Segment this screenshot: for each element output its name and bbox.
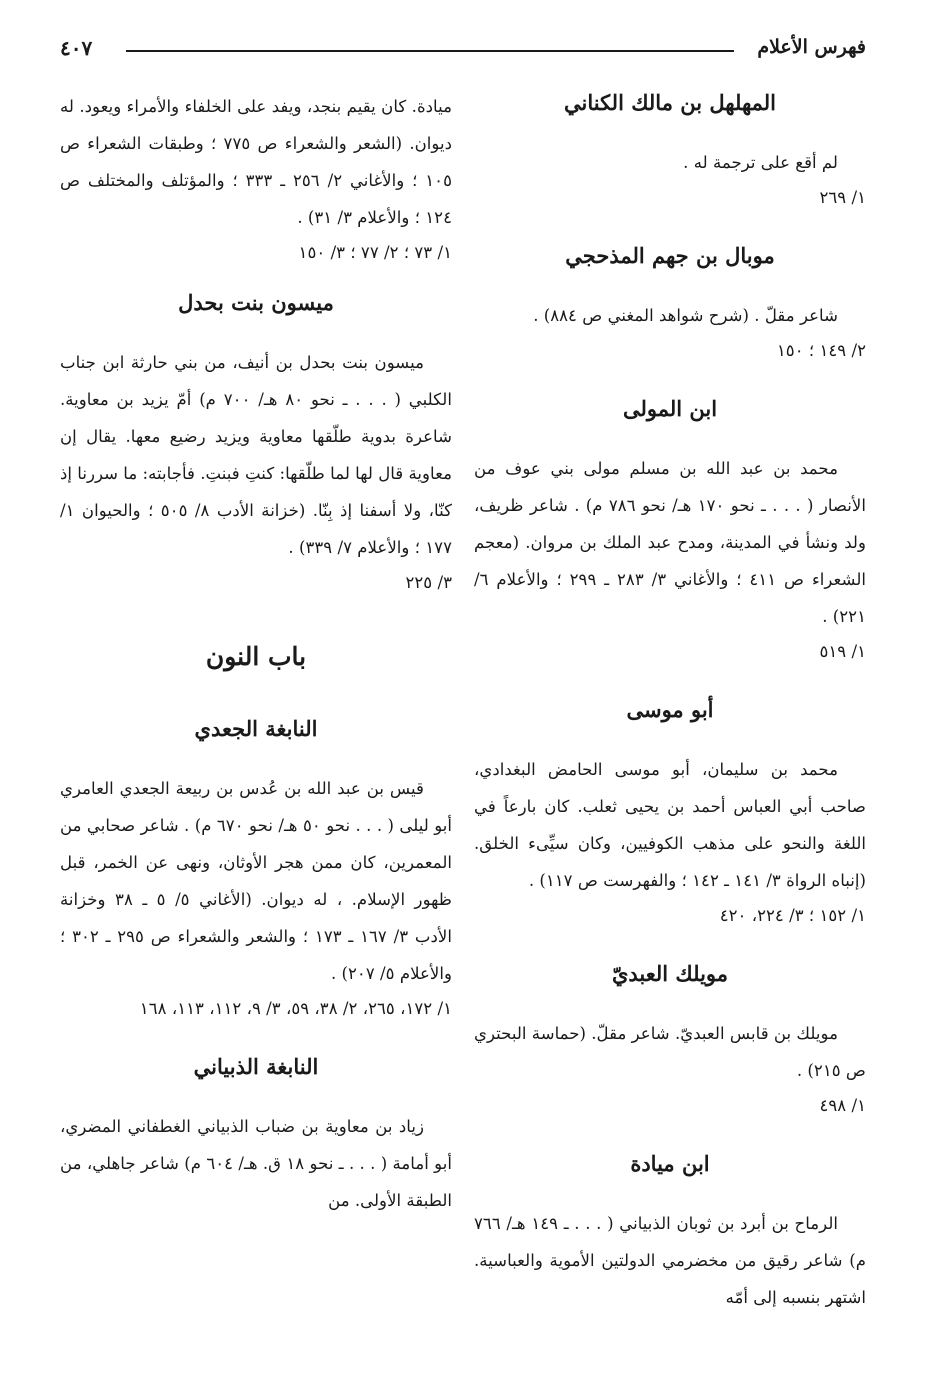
entry-heading: ابن ميادة xyxy=(630,1151,710,1176)
continuation-text: ميادة. كان يقيم بنجد، ويفد على الخلفاء والأمراء ويعود. له ديوان. (الشعر والشعراء ص ٧٧٥ ؛ وطبقات الشعراء ص ١٠٥ ؛ والأغاني ٢/ ٢٥٦ ـ ٣٣٣ ؛ والمؤتلف والمختلف ص ١٢٤ ؛ والأعلام ٣/ ٣١) . xyxy=(60,97,453,227)
entry-text: مويلك بن قابس العبديّ. شاعر مقلّ. (حماسة البحتري ص ٢١٥) . xyxy=(473,1024,866,1080)
running-title: فهرس الأعلام xyxy=(757,36,866,58)
entry-text: ميسون بنت بحدل بن أنيف، من بني حارثة ابن جناب الكلبي ( . . . ـ نحو ٨٠ هـ/ ٧٠٠ م) أمّ يزيد بن معاوية. شاعرة بدوية طلّقها معاوية ويزيد رضيع معها. يقال إن معاوية قال لها لما طلّقها: كنتِ فبنتِ. فأجابته: ما سررنا إذ كنّا، ولا أسفنا إذ بِنّا. (خزانة الأدب ٨/ ٥٠٥ ؛ والحيوان ١/ ١٧٧ ؛ والأعلام ٧/ ٣٣٩) . xyxy=(60,353,452,557)
entry-heading: النابغة الجعدي xyxy=(194,716,318,741)
page-number: ٤٠٧ xyxy=(60,36,93,60)
entry-nabigha-dhubyani xyxy=(60,1052,452,1219)
entry-abu-musa xyxy=(474,695,866,933)
entry-muwaylik xyxy=(474,959,866,1123)
entry-text: محمد بن سليمان، أبو موسى الحامض البغدادي، صاحب أبي العباس أحمد بن يحيى ثعلب. كان بارعاً في اللغة والنحو على مذهب الكوفيين، وكان سيِّىء الخلق. (إنباه الرواة ٣/ ١٤١ ـ ١٤٢ ؛ والفهرست ص ١١٧) . xyxy=(474,760,866,890)
entry-text: قيس بن عبد الله بن عُدس بن ربيعة الجعدي العامري أبو ليلى ( . . . نحو ٥٠ هـ/ نحو ٦٧٠ م) . شاعر صحابي من المعمرين، كان ممن هجر الأوثان، ونهى عن الخمر، قبل ظهور الإسلام. ، له ديوان. (الأغاني ٥/ ٥ ـ ٣٨ وخزانة الأدب ٣/ ١٦٧ ـ ١٧٣ ؛ والشعر والشعراء ص ٢٩٥ ـ ٣٠٢ ؛ والأعلام ٥/ ٢٠٧) . xyxy=(60,779,453,983)
entry-refs: ١/ ١٥٢ ؛ ٣/ ٢٢٤، ٤٢٠ xyxy=(719,906,866,925)
entry-refs: ١/ ١٧٢، ٢٦٥، ٢/ ٣٨، ٥٩، ٣/ ٩، ١١٢، ١١٣، ١٦٨ xyxy=(139,999,452,1018)
entry-ibn-mayyada xyxy=(474,1149,866,1316)
entry-muhalhil xyxy=(474,88,866,215)
entry-refs: ١/ ٧٣ ؛ ٢/ ٧٧ ؛ ٣/ ١٥٠ xyxy=(298,243,452,262)
entry-text: شاعر مقلّ . (شرح شواهد المغني ص ٨٨٤) . xyxy=(533,306,838,325)
entry-text: زياد بن معاوية بن ضباب الذبياني الغطفاني المضري، أبو أمامة ( . . . ـ نحو ١٨ ق. هـ/ ٦٠٤ م) شاعر جاهلي، من الطبقة الأولى. من xyxy=(60,1117,452,1210)
entry-refs: ٢/ ١٤٩ ؛ ١٥٠ xyxy=(776,341,866,360)
entry-heading: ابن المولى xyxy=(622,396,718,421)
page-header xyxy=(60,36,866,76)
right-column xyxy=(474,88,866,1316)
entry-text: لم أقع على ترجمة له . xyxy=(683,153,838,172)
entry-heading: مويلك العبديّ xyxy=(611,961,729,986)
entry-text: محمد بن عبد الله بن مسلم مولى بني عوف من الأنصار ( . . . ـ نحو ١٧٠ هـ/ نحو ٧٨٦ م) . شاعر ظريف، ولد ونشأ في المدينة، ومدح عبد الملك بن مروان. (معجم الشعراء ص ٤١١ ؛ والأغاني ٣/ ٢٨٣ ـ ٢٩٩ ؛ والأعلام ٦/ ٢٢١) . xyxy=(474,459,867,626)
entry-heading: النابغة الذبياني xyxy=(193,1054,319,1079)
entry-refs: ٣/ ٢٢٥ xyxy=(405,573,452,592)
entry-heading: أبو موسى xyxy=(626,697,714,722)
chapter-title: باب النون xyxy=(205,642,307,671)
entry-mobal xyxy=(474,241,866,368)
entry-maysun xyxy=(60,288,452,600)
entry-heading: المهلهل بن مالك الكناني xyxy=(563,90,776,115)
entry-heading: موبال بن جهم المذحجي xyxy=(565,243,775,268)
entry-nabigha-jadi xyxy=(60,714,452,1026)
entry-text: الرماح بن أبرد بن ثوبان الذبياني ( . . . ـ ١٤٩ هـ/ ٧٦٦ م) شاعر رقيق من مخضرمي الدولتين الأموية والعباسية. اشتهر بنسبه إلى أمّه xyxy=(474,1214,866,1307)
entry-refs: ١/ ٥١٩ xyxy=(819,642,866,661)
entry-refs: ١/ ٢٦٩ xyxy=(819,188,866,207)
entry-ibn-al-mawla xyxy=(474,394,866,669)
entry-heading: ميسون بنت بحدل xyxy=(178,290,334,315)
header-rule xyxy=(126,50,734,52)
entry-continuation xyxy=(60,88,452,270)
left-column xyxy=(60,88,452,1219)
entry-refs: ١/ ٤٩٨ xyxy=(819,1096,866,1115)
